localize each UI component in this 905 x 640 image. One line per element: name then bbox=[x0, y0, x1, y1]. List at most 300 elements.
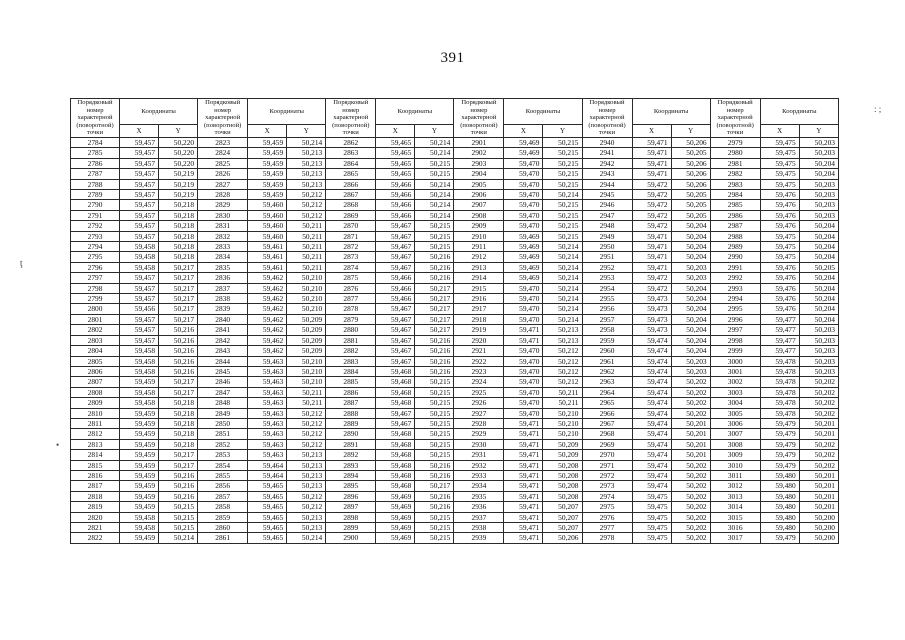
x-coordinate-cell: 59,480 bbox=[760, 502, 799, 512]
x-coordinate-cell: 59,463 bbox=[248, 418, 287, 428]
y-coordinate-cell: 50,202 bbox=[799, 408, 838, 418]
point-number-cell: 2933 bbox=[454, 470, 504, 480]
point-number-cell: 2854 bbox=[198, 460, 248, 470]
x-coordinate-cell: 59,467 bbox=[376, 356, 415, 366]
x-coordinate-cell: 59,465 bbox=[376, 148, 415, 158]
x-coordinate-cell: 59,476 bbox=[760, 210, 799, 220]
point-number-cell: 2996 bbox=[710, 314, 760, 324]
point-number-cell: 2992 bbox=[710, 273, 760, 283]
x-coordinate-cell: 59,459 bbox=[120, 470, 159, 480]
x-coordinate-cell: 59,469 bbox=[376, 523, 415, 533]
x-coordinate-cell: 59,460 bbox=[248, 231, 287, 241]
point-number-cell: 2808 bbox=[71, 387, 120, 397]
y-coordinate-cell: 50,201 bbox=[671, 418, 710, 428]
x-coordinate-cell: 59,463 bbox=[248, 366, 287, 376]
x-coordinate-cell: 59,472 bbox=[632, 190, 671, 200]
x-header: X bbox=[632, 124, 671, 137]
y-coordinate-cell: 50,210 bbox=[543, 418, 582, 428]
y-coordinate-cell: 50,215 bbox=[543, 231, 582, 241]
x-coordinate-cell: 59,479 bbox=[760, 533, 799, 543]
point-number-cell: 3006 bbox=[710, 418, 760, 428]
point-number-cell: 2799 bbox=[71, 294, 120, 304]
point-number-cell: 2892 bbox=[326, 450, 376, 460]
y-coordinate-cell: 50,216 bbox=[159, 366, 198, 376]
table-row bbox=[71, 366, 839, 376]
x-coordinate-cell: 59,471 bbox=[632, 148, 671, 158]
point-number-cell: 2925 bbox=[454, 387, 504, 397]
y-coordinate-cell: 50,218 bbox=[159, 200, 198, 210]
x-coordinate-cell: 59,475 bbox=[632, 523, 671, 533]
x-coordinate-cell: 59,469 bbox=[504, 252, 543, 262]
point-number-cell: 2879 bbox=[326, 314, 376, 324]
x-coordinate-cell: 59,458 bbox=[120, 262, 159, 272]
point-number-cell: 2987 bbox=[710, 221, 760, 231]
point-number-cell: 2802 bbox=[71, 325, 120, 335]
x-coordinate-cell: 59,475 bbox=[760, 158, 799, 168]
point-number-cell: 2982 bbox=[710, 169, 760, 179]
y-coordinate-cell: 50,205 bbox=[671, 210, 710, 220]
y-coordinate-cell: 50,218 bbox=[159, 231, 198, 241]
y-coordinate-cell: 50,211 bbox=[287, 221, 326, 231]
x-coordinate-cell: 59,475 bbox=[632, 533, 671, 543]
x-coordinate-cell: 59,457 bbox=[120, 283, 159, 293]
point-number-cell: 2903 bbox=[454, 158, 504, 168]
x-coordinate-cell: 59,461 bbox=[248, 252, 287, 262]
y-coordinate-cell: 50,208 bbox=[543, 470, 582, 480]
y-coordinate-cell: 50,200 bbox=[799, 512, 838, 522]
y-coordinate-cell: 50,213 bbox=[543, 325, 582, 335]
point-number-cell: 2909 bbox=[454, 221, 504, 231]
point-number-cell: 2805 bbox=[71, 356, 120, 366]
table-row bbox=[71, 210, 839, 220]
table-row bbox=[71, 533, 839, 543]
x-coordinate-cell: 59,471 bbox=[632, 169, 671, 179]
point-number-cell: 2791 bbox=[71, 210, 120, 220]
x-coordinate-cell: 59,465 bbox=[376, 137, 415, 147]
y-coordinate-cell: 50,215 bbox=[415, 387, 454, 397]
x-header: X bbox=[376, 124, 415, 137]
y-coordinate-cell: 50,209 bbox=[287, 335, 326, 345]
point-number-cell: 3000 bbox=[710, 356, 760, 366]
y-coordinate-cell: 50,204 bbox=[671, 335, 710, 345]
y-coordinate-cell: 50,216 bbox=[415, 366, 454, 376]
x-header: X bbox=[120, 124, 159, 137]
x-coordinate-cell: 59,476 bbox=[760, 273, 799, 283]
point-number-cell: 2881 bbox=[326, 335, 376, 345]
y-coordinate-cell: 50,201 bbox=[799, 418, 838, 428]
y-coordinate-cell: 50,202 bbox=[671, 398, 710, 408]
point-number-cell: 2856 bbox=[198, 481, 248, 491]
y-coordinate-cell: 50,215 bbox=[415, 429, 454, 439]
point-number-cell: 2809 bbox=[71, 398, 120, 408]
x-coordinate-cell: 59,474 bbox=[632, 429, 671, 439]
y-coordinate-cell: 50,206 bbox=[543, 533, 582, 543]
y-coordinate-cell: 50,202 bbox=[671, 387, 710, 397]
x-coordinate-cell: 59,462 bbox=[248, 273, 287, 283]
point-number-cell: 2943 bbox=[582, 169, 632, 179]
point-number-cell: 2814 bbox=[71, 450, 120, 460]
point-number-cell: 2934 bbox=[454, 481, 504, 491]
x-coordinate-cell: 59,471 bbox=[504, 523, 543, 533]
x-coordinate-cell: 59,462 bbox=[248, 294, 287, 304]
point-number-cell: 2785 bbox=[71, 148, 120, 158]
y-header: Y bbox=[799, 124, 838, 137]
x-coordinate-cell: 59,477 bbox=[760, 346, 799, 356]
x-coordinate-cell: 59,474 bbox=[632, 356, 671, 366]
margin-mark: • bbox=[56, 440, 60, 450]
x-coordinate-cell: 59,457 bbox=[120, 158, 159, 168]
point-number-cell: 2916 bbox=[454, 294, 504, 304]
y-coordinate-cell: 50,219 bbox=[159, 190, 198, 200]
point-number-cell: 2811 bbox=[71, 418, 120, 428]
y-coordinate-cell: 50,210 bbox=[287, 356, 326, 366]
x-coordinate-cell: 59,457 bbox=[120, 200, 159, 210]
point-number-cell: 2884 bbox=[326, 366, 376, 376]
table-row bbox=[71, 429, 839, 439]
point-number-cell: 2937 bbox=[454, 512, 504, 522]
y-coordinate-cell: 50,200 bbox=[799, 523, 838, 533]
x-coordinate-cell: 59,459 bbox=[120, 408, 159, 418]
y-coordinate-cell: 50,215 bbox=[415, 158, 454, 168]
point-number-cell: 2978 bbox=[582, 533, 632, 543]
table-row bbox=[71, 273, 839, 283]
table-row bbox=[71, 314, 839, 324]
x-coordinate-cell: 59,457 bbox=[120, 314, 159, 324]
x-coordinate-cell: 59,471 bbox=[504, 502, 543, 512]
x-coordinate-cell: 59,463 bbox=[248, 398, 287, 408]
point-number-cell: 2787 bbox=[71, 169, 120, 179]
point-number-cell: 2967 bbox=[582, 418, 632, 428]
y-coordinate-cell: 50,211 bbox=[287, 262, 326, 272]
x-coordinate-cell: 59,467 bbox=[376, 418, 415, 428]
point-number-cell: 2882 bbox=[326, 346, 376, 356]
y-coordinate-cell: 50,214 bbox=[543, 283, 582, 293]
point-number-cell: 2797 bbox=[71, 273, 120, 283]
x-coordinate-cell: 59,471 bbox=[632, 158, 671, 168]
y-coordinate-cell: 50,216 bbox=[415, 470, 454, 480]
y-coordinate-cell: 50,210 bbox=[287, 304, 326, 314]
x-coordinate-cell: 59,477 bbox=[760, 325, 799, 335]
point-number-header: Порядковый номер характерной (поворотной) точки bbox=[198, 99, 248, 138]
point-number-cell: 2851 bbox=[198, 429, 248, 439]
y-coordinate-cell: 50,211 bbox=[543, 387, 582, 397]
x-coordinate-cell: 59,457 bbox=[120, 148, 159, 158]
y-coordinate-cell: 50,213 bbox=[287, 470, 326, 480]
point-number-cell: 2986 bbox=[710, 210, 760, 220]
point-number-cell: 2914 bbox=[454, 273, 504, 283]
y-coordinate-cell: 50,210 bbox=[287, 366, 326, 376]
point-number-cell: 2972 bbox=[582, 470, 632, 480]
point-number-cell: 2976 bbox=[582, 512, 632, 522]
x-coordinate-cell: 59,457 bbox=[120, 169, 159, 179]
y-coordinate-cell: 50,214 bbox=[543, 190, 582, 200]
point-number-cell: 2822 bbox=[71, 533, 120, 543]
y-coordinate-cell: 50,209 bbox=[287, 325, 326, 335]
point-number-cell: 2999 bbox=[710, 346, 760, 356]
y-coordinate-cell: 50,213 bbox=[287, 481, 326, 491]
x-coordinate-cell: 59,458 bbox=[120, 346, 159, 356]
y-coordinate-cell: 50,216 bbox=[159, 325, 198, 335]
point-number-cell: 2956 bbox=[582, 304, 632, 314]
point-number-cell: 2835 bbox=[198, 262, 248, 272]
x-coordinate-cell: 59,465 bbox=[376, 169, 415, 179]
point-number-cell: 3010 bbox=[710, 460, 760, 470]
x-coordinate-cell: 59,468 bbox=[376, 429, 415, 439]
point-number-cell: 2980 bbox=[710, 148, 760, 158]
y-coordinate-cell: 50,206 bbox=[671, 158, 710, 168]
coordinates-header: Координаты bbox=[632, 99, 710, 125]
point-number-cell: 2825 bbox=[198, 158, 248, 168]
y-coordinate-cell: 50,215 bbox=[415, 169, 454, 179]
y-coordinate-cell: 50,206 bbox=[671, 179, 710, 189]
point-number-cell: 2784 bbox=[71, 137, 120, 147]
x-coordinate-cell: 59,479 bbox=[760, 450, 799, 460]
point-number-cell: 2944 bbox=[582, 179, 632, 189]
y-coordinate-cell: 50,215 bbox=[415, 398, 454, 408]
point-number-cell: 2833 bbox=[198, 242, 248, 252]
point-number-cell: 2923 bbox=[454, 366, 504, 376]
x-coordinate-cell: 59,480 bbox=[760, 523, 799, 533]
x-coordinate-cell: 59,472 bbox=[632, 200, 671, 210]
y-coordinate-cell: 50,220 bbox=[159, 158, 198, 168]
x-coordinate-cell: 59,459 bbox=[120, 429, 159, 439]
x-coordinate-cell: 59,475 bbox=[632, 512, 671, 522]
point-number-cell: 2846 bbox=[198, 377, 248, 387]
point-number-cell: 2849 bbox=[198, 408, 248, 418]
y-coordinate-cell: 50,216 bbox=[159, 346, 198, 356]
point-number-cell: 2859 bbox=[198, 512, 248, 522]
x-coordinate-cell: 59,476 bbox=[760, 190, 799, 200]
x-coordinate-cell: 59,475 bbox=[760, 137, 799, 147]
y-coordinate-cell: 50,209 bbox=[543, 450, 582, 460]
y-coordinate-cell: 50,216 bbox=[159, 491, 198, 501]
y-coordinate-cell: 50,216 bbox=[415, 273, 454, 283]
x-coordinate-cell: 59,472 bbox=[632, 210, 671, 220]
x-coordinate-cell: 59,462 bbox=[248, 304, 287, 314]
x-coordinate-cell: 59,468 bbox=[376, 450, 415, 460]
x-coordinate-cell: 59,458 bbox=[120, 366, 159, 376]
x-coordinate-cell: 59,470 bbox=[504, 210, 543, 220]
point-number-cell: 2870 bbox=[326, 221, 376, 231]
x-coordinate-cell: 59,457 bbox=[120, 221, 159, 231]
y-coordinate-cell: 50,212 bbox=[287, 190, 326, 200]
point-number-cell: 2907 bbox=[454, 200, 504, 210]
y-coordinate-cell: 50,218 bbox=[159, 252, 198, 262]
point-number-cell: 2872 bbox=[326, 242, 376, 252]
x-coordinate-cell: 59,464 bbox=[248, 470, 287, 480]
y-coordinate-cell: 50,203 bbox=[799, 179, 838, 189]
point-number-cell: 2794 bbox=[71, 242, 120, 252]
point-number-cell: 2893 bbox=[326, 460, 376, 470]
point-number-cell: 3005 bbox=[710, 408, 760, 418]
x-coordinate-cell: 59,465 bbox=[248, 523, 287, 533]
y-coordinate-cell: 50,217 bbox=[159, 304, 198, 314]
y-coordinate-cell: 50,201 bbox=[799, 481, 838, 491]
y-coordinate-cell: 50,202 bbox=[799, 460, 838, 470]
y-coordinate-cell: 50,217 bbox=[415, 314, 454, 324]
table-row bbox=[71, 179, 839, 189]
point-number-cell: 2995 bbox=[710, 304, 760, 314]
point-number-cell: 2901 bbox=[454, 137, 504, 147]
x-header: X bbox=[248, 124, 287, 137]
table-row bbox=[71, 158, 839, 168]
y-coordinate-cell: 50,211 bbox=[287, 231, 326, 241]
point-number-cell: 2830 bbox=[198, 210, 248, 220]
point-number-header: Порядковый номер характерной (поворотной) точки bbox=[582, 99, 632, 138]
y-coordinate-cell: 50,201 bbox=[671, 429, 710, 439]
x-coordinate-cell: 59,478 bbox=[760, 377, 799, 387]
x-coordinate-cell: 59,468 bbox=[376, 387, 415, 397]
y-coordinate-cell: 50,201 bbox=[799, 491, 838, 501]
point-number-cell: 2908 bbox=[454, 210, 504, 220]
y-coordinate-cell: 50,217 bbox=[415, 481, 454, 491]
x-coordinate-cell: 59,460 bbox=[248, 221, 287, 231]
point-number-cell: 2887 bbox=[326, 398, 376, 408]
x-coordinate-cell: 59,459 bbox=[248, 169, 287, 179]
x-coordinate-cell: 59,463 bbox=[248, 377, 287, 387]
x-coordinate-cell: 59,469 bbox=[504, 137, 543, 147]
x-coordinate-cell: 59,463 bbox=[248, 429, 287, 439]
y-coordinate-cell: 50,200 bbox=[799, 533, 838, 543]
point-number-cell: 2847 bbox=[198, 387, 248, 397]
point-number-cell: 2838 bbox=[198, 294, 248, 304]
y-coordinate-cell: 50,212 bbox=[543, 356, 582, 366]
x-coordinate-cell: 59,478 bbox=[760, 398, 799, 408]
x-coordinate-cell: 59,470 bbox=[504, 377, 543, 387]
point-number-cell: 2806 bbox=[71, 366, 120, 376]
point-number-cell: 2912 bbox=[454, 252, 504, 262]
point-number-cell: 2993 bbox=[710, 283, 760, 293]
y-coordinate-cell: 50,216 bbox=[415, 252, 454, 262]
table-row bbox=[71, 200, 839, 210]
x-coordinate-cell: 59,474 bbox=[632, 366, 671, 376]
y-coordinate-cell: 50,215 bbox=[415, 408, 454, 418]
point-number-cell: 2876 bbox=[326, 283, 376, 293]
point-number-cell: 2938 bbox=[454, 523, 504, 533]
x-coordinate-cell: 59,463 bbox=[248, 450, 287, 460]
x-coordinate-cell: 59,462 bbox=[248, 314, 287, 324]
y-coordinate-cell: 50,219 bbox=[159, 169, 198, 179]
x-coordinate-cell: 59,464 bbox=[248, 460, 287, 470]
y-coordinate-cell: 50,217 bbox=[159, 314, 198, 324]
x-coordinate-cell: 59,469 bbox=[504, 242, 543, 252]
table-row bbox=[71, 169, 839, 179]
x-coordinate-cell: 59,470 bbox=[504, 387, 543, 397]
x-coordinate-cell: 59,474 bbox=[632, 387, 671, 397]
point-number-cell: 2836 bbox=[198, 273, 248, 283]
y-coordinate-cell: 50,214 bbox=[543, 273, 582, 283]
x-coordinate-cell: 59,474 bbox=[632, 460, 671, 470]
point-number-cell: 2818 bbox=[71, 491, 120, 501]
y-coordinate-cell: 50,215 bbox=[159, 512, 198, 522]
x-coordinate-cell: 59,467 bbox=[376, 408, 415, 418]
x-coordinate-cell: 59,474 bbox=[632, 408, 671, 418]
point-number-cell: 2867 bbox=[326, 190, 376, 200]
x-coordinate-cell: 59,474 bbox=[632, 470, 671, 480]
point-number-cell: 2788 bbox=[71, 179, 120, 189]
x-coordinate-cell: 59,470 bbox=[504, 179, 543, 189]
y-coordinate-cell: 50,214 bbox=[415, 190, 454, 200]
y-coordinate-cell: 50,212 bbox=[543, 377, 582, 387]
y-coordinate-cell: 50,215 bbox=[415, 439, 454, 449]
point-number-cell: 2821 bbox=[71, 523, 120, 533]
point-number-cell: 2931 bbox=[454, 450, 504, 460]
y-coordinate-cell: 50,213 bbox=[287, 512, 326, 522]
point-number-cell: 2940 bbox=[582, 137, 632, 147]
point-number-cell: 2936 bbox=[454, 502, 504, 512]
x-header: X bbox=[760, 124, 799, 137]
x-coordinate-cell: 59,471 bbox=[632, 231, 671, 241]
y-coordinate-cell: 50,204 bbox=[671, 314, 710, 324]
point-number-cell: 2939 bbox=[454, 533, 504, 543]
y-coordinate-cell: 50,213 bbox=[287, 523, 326, 533]
y-coordinate-cell: 50,204 bbox=[799, 231, 838, 241]
point-number-cell: 2950 bbox=[582, 242, 632, 252]
point-number-cell: 2792 bbox=[71, 221, 120, 231]
x-header: X bbox=[504, 124, 543, 137]
y-coordinate-cell: 50,207 bbox=[543, 523, 582, 533]
x-coordinate-cell: 59,457 bbox=[120, 137, 159, 147]
y-coordinate-cell: 50,218 bbox=[159, 418, 198, 428]
table-row bbox=[71, 252, 839, 262]
x-coordinate-cell: 59,470 bbox=[504, 200, 543, 210]
x-coordinate-cell: 59,466 bbox=[376, 283, 415, 293]
x-coordinate-cell: 59,470 bbox=[504, 408, 543, 418]
point-number-cell: 2790 bbox=[71, 200, 120, 210]
point-number-cell: 2902 bbox=[454, 148, 504, 158]
y-coordinate-cell: 50,205 bbox=[671, 200, 710, 210]
point-number-cell: 2883 bbox=[326, 356, 376, 366]
table-row bbox=[71, 460, 839, 470]
x-coordinate-cell: 59,475 bbox=[632, 502, 671, 512]
y-coordinate-cell: 50,215 bbox=[415, 512, 454, 522]
point-number-cell: 2820 bbox=[71, 512, 120, 522]
point-number-cell: 2932 bbox=[454, 460, 504, 470]
x-coordinate-cell: 59,471 bbox=[504, 512, 543, 522]
table-row bbox=[71, 491, 839, 501]
x-coordinate-cell: 59,470 bbox=[504, 366, 543, 376]
x-coordinate-cell: 59,466 bbox=[376, 190, 415, 200]
x-coordinate-cell: 59,472 bbox=[632, 273, 671, 283]
point-number-cell: 2904 bbox=[454, 169, 504, 179]
point-number-cell: 3001 bbox=[710, 366, 760, 376]
point-number-cell: 2928 bbox=[454, 418, 504, 428]
table-row bbox=[71, 356, 839, 366]
coordinates-header: Координаты bbox=[248, 99, 326, 125]
y-coordinate-cell: 50,204 bbox=[671, 221, 710, 231]
point-number-cell: 2970 bbox=[582, 450, 632, 460]
point-number-cell: 2823 bbox=[198, 137, 248, 147]
point-number-cell: 2979 bbox=[710, 137, 760, 147]
y-coordinate-cell: 50,213 bbox=[287, 450, 326, 460]
point-number-cell: 2841 bbox=[198, 325, 248, 335]
point-number-header: Порядковый номер характерной (поворотной) точки bbox=[326, 99, 376, 138]
y-coordinate-cell: 50,202 bbox=[671, 408, 710, 418]
y-coordinate-cell: 50,203 bbox=[671, 262, 710, 272]
y-coordinate-cell: 50,204 bbox=[799, 169, 838, 179]
y-coordinate-cell: 50,206 bbox=[671, 169, 710, 179]
y-coordinate-cell: 50,212 bbox=[287, 439, 326, 449]
y-coordinate-cell: 50,203 bbox=[799, 356, 838, 366]
x-coordinate-cell: 59,463 bbox=[248, 356, 287, 366]
point-number-cell: 2947 bbox=[582, 210, 632, 220]
x-coordinate-cell: 59,467 bbox=[376, 242, 415, 252]
x-coordinate-cell: 59,468 bbox=[376, 398, 415, 408]
x-coordinate-cell: 59,478 bbox=[760, 387, 799, 397]
x-coordinate-cell: 59,474 bbox=[632, 335, 671, 345]
y-coordinate-cell: 50,212 bbox=[287, 408, 326, 418]
y-coordinate-cell: 50,210 bbox=[287, 377, 326, 387]
